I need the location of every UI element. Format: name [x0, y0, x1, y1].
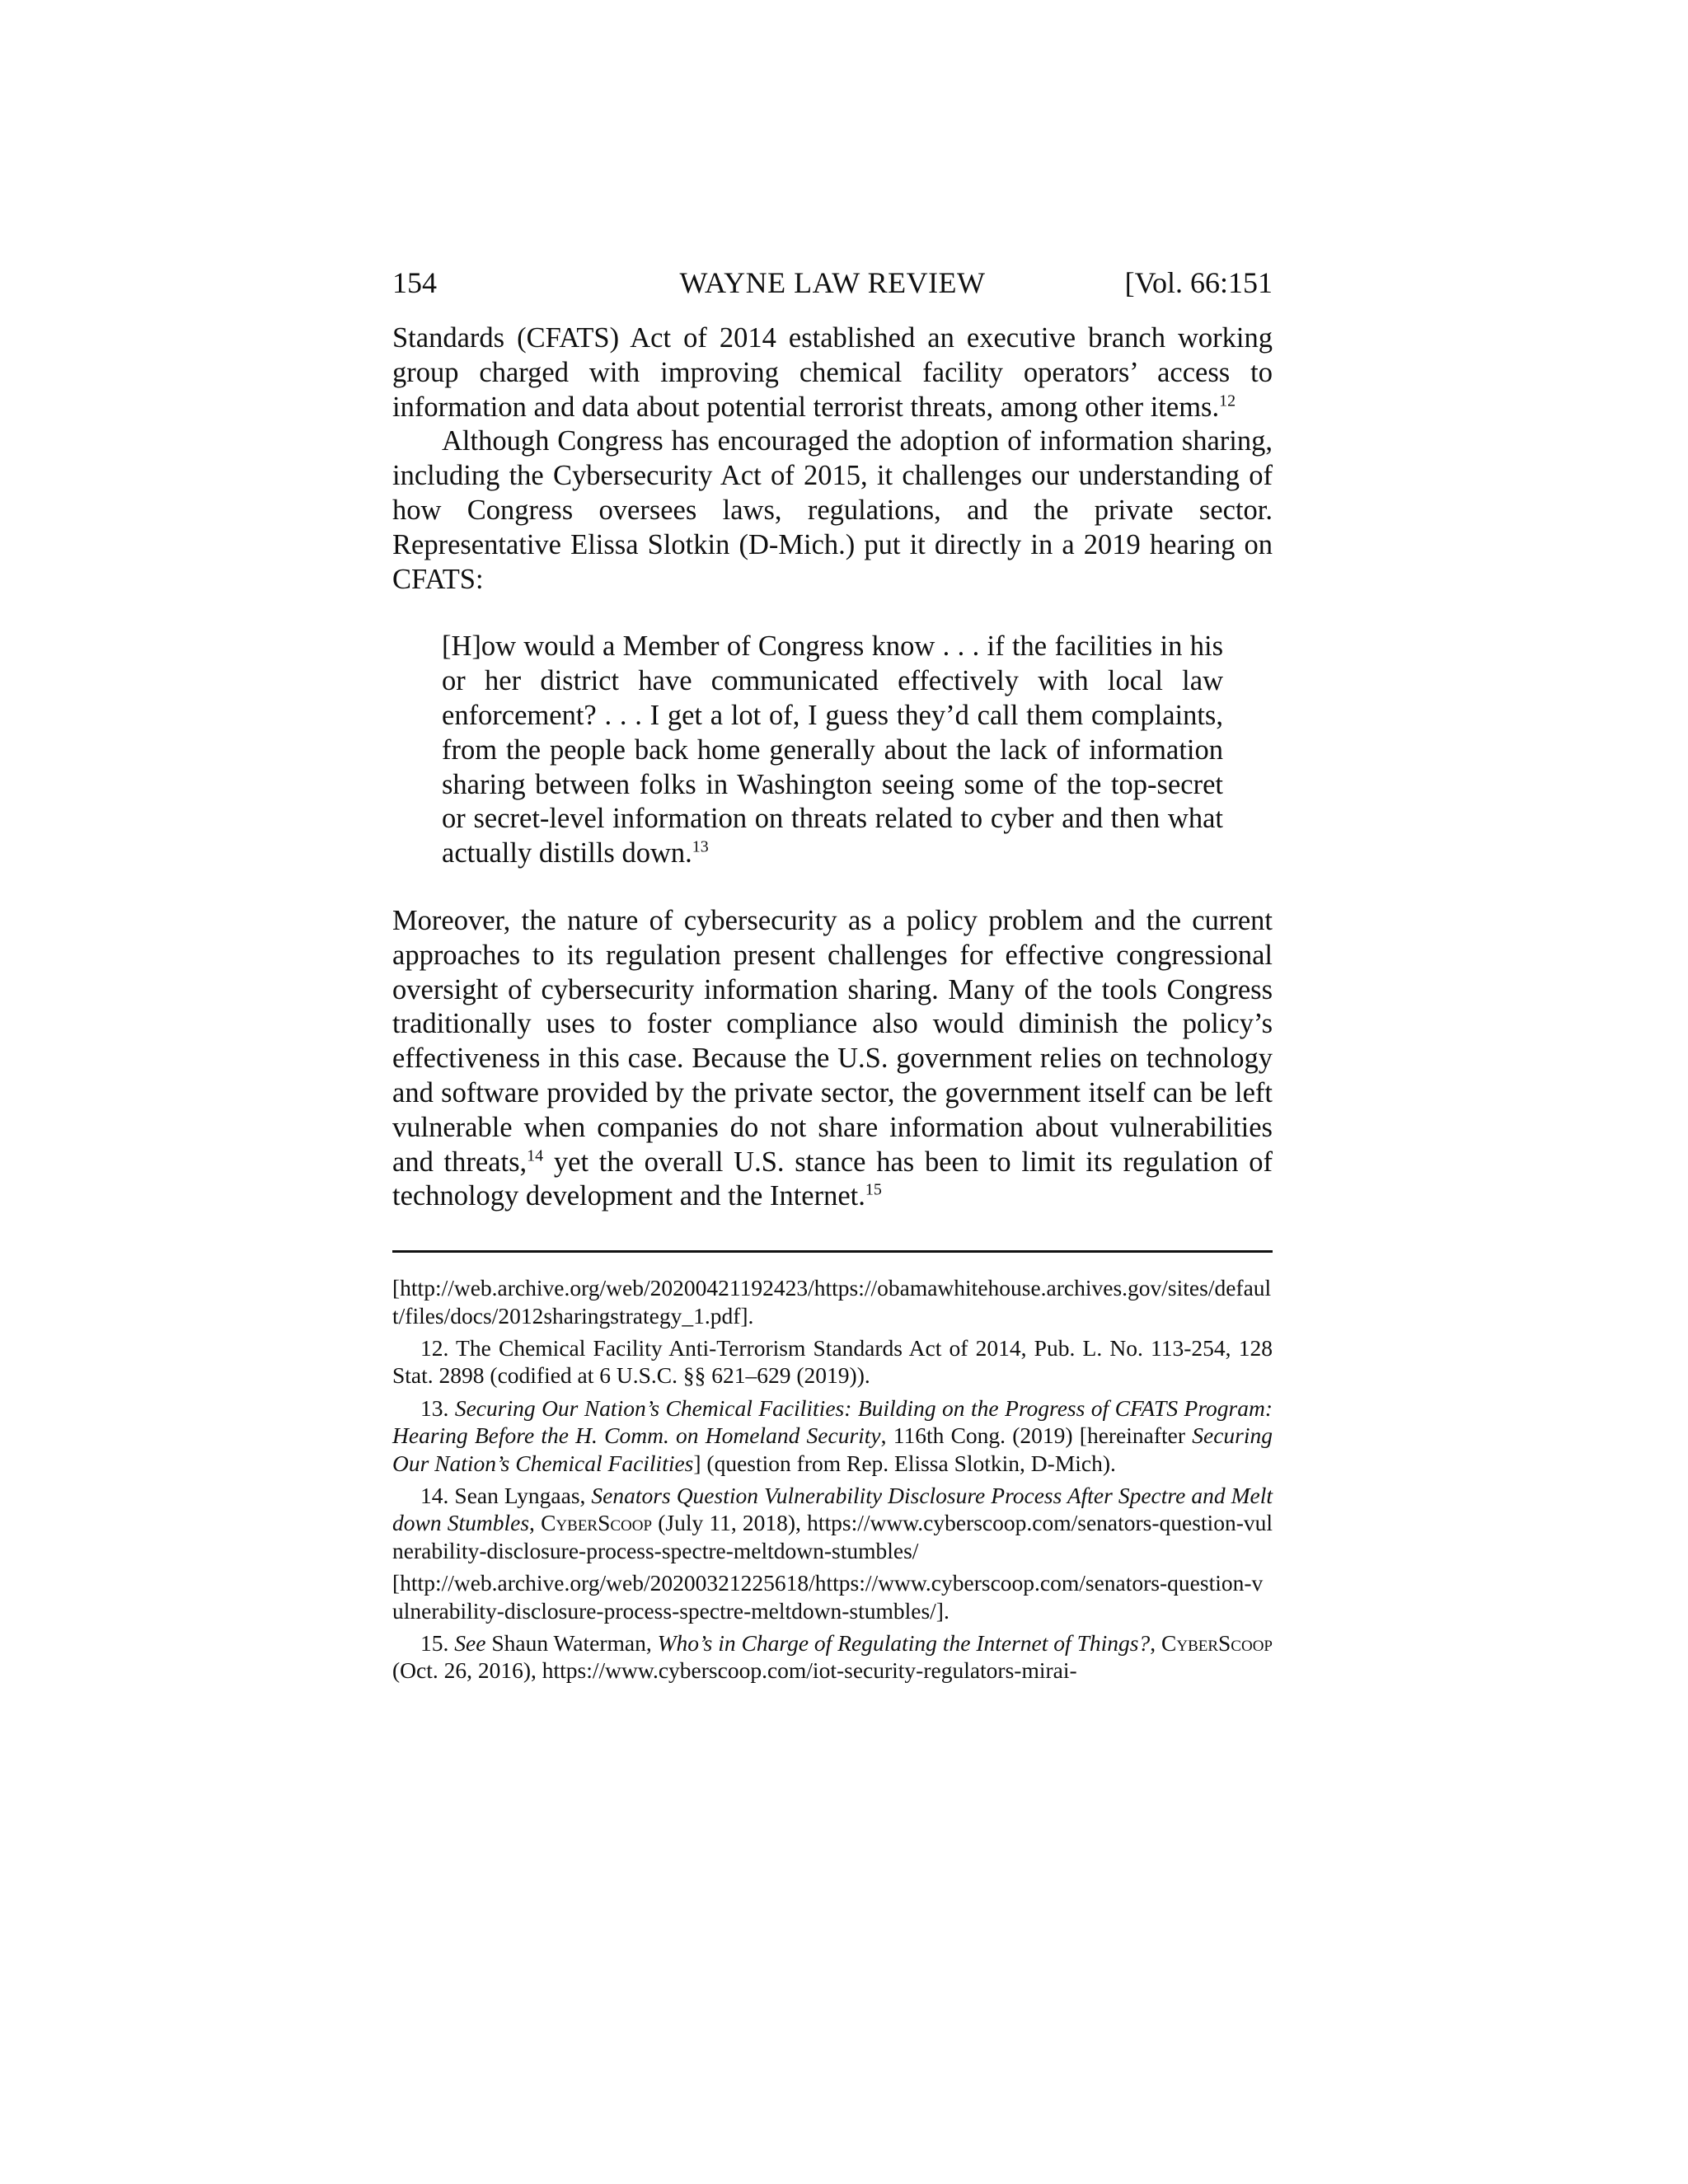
footnote-15-author: Shaun Waterman, [485, 1630, 658, 1656]
paragraph-3-text-a: Moreover, the nature of cybersecurity as a policy problem and the current approaches to its regulation present challenges for effective congressional oversight of cybersecurity information sharing. Many of the tools Congress traditionally uses to foster compliance also would diminish the policy’s effectiveness in this case. Because the U.S. government relies on technology and software provided by the private sector, the government itself can be left vulnerable when companies do not share information about vulnerabilities and threats, [392, 904, 1273, 1178]
footnote-14 [392, 1482, 1273, 1564]
footnote-ref-14[interactable]: 14 [527, 1146, 544, 1165]
footnote-13-text-b: ] (question from Rep. Elissa Slotkin, D-Mich). [693, 1450, 1116, 1476]
footnote-divider [392, 1250, 1273, 1253]
footnote-ref-15[interactable]: 15 [865, 1180, 882, 1199]
footnote-14-archive [392, 1569, 1273, 1624]
footnote-14-title: Senators Question Vulnerability Disclosure Process After Spectre and Meltdown Stumbles [392, 1482, 1273, 1536]
footnotes [392, 1274, 1273, 1685]
paragraph-3-text-b: yet the overall U.S. stance has been to limit its regulation of technology development and the Internet. [392, 1146, 1273, 1212]
footnote-13-short-title: Securing Our Nation’s Chemical Facilities [392, 1422, 1273, 1476]
footnote-carryover [392, 1274, 1273, 1329]
paragraph-2-text: Although Congress has encouraged the adoption of information sharing, including the Cybersecurity Act of 2015, it challenges our understanding of how Congress oversees laws, regulations, and the private sector. Representative Elissa Slotkin (D-Mich.) put it directly in a 2019 hearing on CFATS: [392, 425, 1273, 595]
footnote-15-title: Who’s in Charge of Regulating the Internet of Things? [657, 1630, 1151, 1656]
page [392, 262, 1273, 1690]
footnote-15-signal: See [448, 1630, 486, 1656]
footnote-15-number: 15. [420, 1630, 449, 1656]
footnote-12-text: The Chemical Facility Anti-Terrorism Standards Act of 2014, Pub. L. No. 113-254, 128 Stat. 2898 (codified at 6 U.S.C. §§ 621–629 (2019)). [392, 1334, 1273, 1389]
journal-title: WAYNE LAW REVIEW [679, 266, 986, 299]
footnote-13-text-a: , 116th Cong. (2019) [hereinafter [880, 1422, 1193, 1449]
running-header [392, 262, 1273, 303]
footnote-12 [392, 1334, 1273, 1390]
main-text [392, 321, 1273, 1214]
footnote-ref-12[interactable]: 12 [1219, 391, 1236, 410]
footnote-ref-13[interactable]: 13 [692, 837, 709, 856]
quote-text: [H]ow would a Member of Congress know . . . if the facilities in his or her district have communicated effectively with local law enforcement? . . . I get a lot of, I guess they’d call them complaints, from the people back home generally about the lack of information sharing between folks in Washington seeing some of the top-secret or secret-level information on threats related to cyber and then what actually distills down. [442, 630, 1223, 869]
footnote-14-separator: , [529, 1510, 542, 1536]
paragraph-3 [392, 904, 1273, 1214]
footnote-14-number: 14. [420, 1482, 449, 1508]
footnote-14-date-url[interactable]: (July 11, 2018), https://www.cyberscoop.com/senators-question-vulnerability-disclosure-process-spectre-meltdown-stumbles/ [392, 1510, 1273, 1563]
volume-citation: [Vol. 66:151 [1124, 266, 1273, 299]
footnote-15-publication: CyberScoop [1161, 1630, 1273, 1656]
footnote-13-title: Securing Our Nation’s Chemical Facilities: Building on the Progress of CFATS Program: Hearing Before the H. Comm. on Homeland Security [392, 1394, 1273, 1449]
footnote-15-separator: , [1150, 1630, 1161, 1656]
footnote-14-author: Sean Lyngaas, [448, 1482, 592, 1508]
paragraph-2 [392, 424, 1273, 597]
footnote-14-archive-link[interactable]: [http://web.archive.org/web/20200321225618/https://www.cyberscoop.com/senators-question-vulnerability-disclosure-process-spectre-meltdown-stumbles/]. [392, 1570, 1264, 1624]
footnote-15-date-url[interactable]: (Oct. 26, 2016), https://www.cyberscoop.com/iot-security-regulators-mirai- [392, 1657, 1077, 1684]
footnote-15 [392, 1629, 1273, 1685]
block-quote [442, 630, 1223, 871]
paragraph-1 [392, 321, 1273, 424]
carryover-link[interactable]: [http://web.archive.org/web/20200421192423/https://obamawhitehouse.archives.gov/sites/default/files/docs/2012sharingstrategy_1.pdf]. [392, 1275, 1272, 1329]
footnote-13-number: 13. [420, 1394, 449, 1421]
page-number: 154 [392, 266, 437, 299]
footnote-14-publication: CyberScoop [541, 1510, 653, 1536]
paragraph-1-text: Standards (CFATS) Act of 2014 established an executive branch working group charged with improving chemical facility operators’ access to information and data about potential terrorist threats, among other items. [392, 322, 1273, 423]
footnote-12-number: 12. [420, 1334, 449, 1361]
footnote-13 [392, 1394, 1273, 1477]
